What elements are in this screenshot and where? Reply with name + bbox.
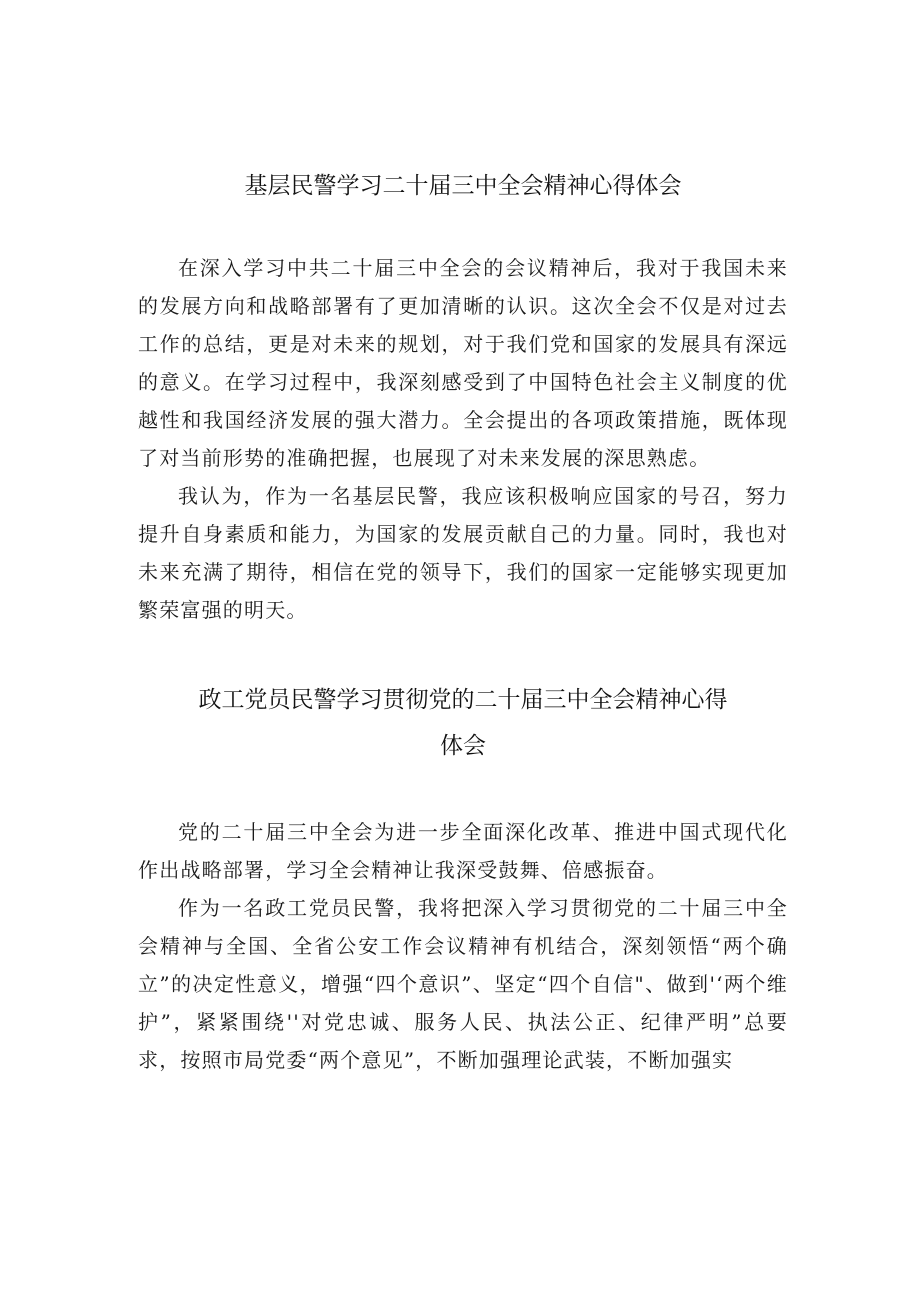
section-2-title (138, 677, 788, 769)
section-2-title-line-2: 体会 (440, 733, 486, 759)
document-content (138, 163, 788, 1079)
section-1-paragraph-1: 在深入学习中共二十届三中全会的会议精神后，我对于我国未来的发展方向和战略部署有了更加清晰的认识。这次全会不仅是对过去工作的总结，更是对未来的规划，对于我们党和国家的发展具有深远的意义。在学习过程中，我深刻感受到了中国特色社会主义制度的优越性和我国经济发展的强大潜力。全会提出的各项政策措施，既体现了对当前形势的准确把握，也展现了对未来发展的深思熟虑。 (138, 256, 788, 470)
section-1-paragraph-2: 我认为，作为一名基层民警，我应该积极响应国家的号召，努力提升自身素质和能力，为国家的发展贡献自己的力量。同时，我也对未来充满了期待，相信在党的领导下，我们的国家一定能够实现更加繁荣富强的明天。 (138, 484, 788, 622)
section-2-paragraph-2: 作为一名政工党员民警，我将把深入学习贯彻党的二十届三中全会精神与全国、全省公安工作会议精神有机结合，深刻领悟“两个确立”的决定性意义，增强“四个意识”、坚定“四个自信"、做到'‘两个维护”，紧紧围绕''对党忠诚、服务人民、执法公正、纪律严明”总要求，按照市局党委“两个意见”，不断加强理论武装，不断加强实 (138, 896, 788, 1072)
section-2-paragraph-1: 党的二十届三中全会为进一步全面深化改革、推进中国式现代化作出战略部署，学习全会精神让我深受鼓舞、倍感振奋。 (138, 820, 788, 882)
section-1-title: 基层民警学习二十届三中全会精神心得体会 (244, 173, 682, 199)
section-2-title-line-1: 政工党员民警学习贯彻党的二十届三中全会精神心得 (198, 687, 728, 713)
